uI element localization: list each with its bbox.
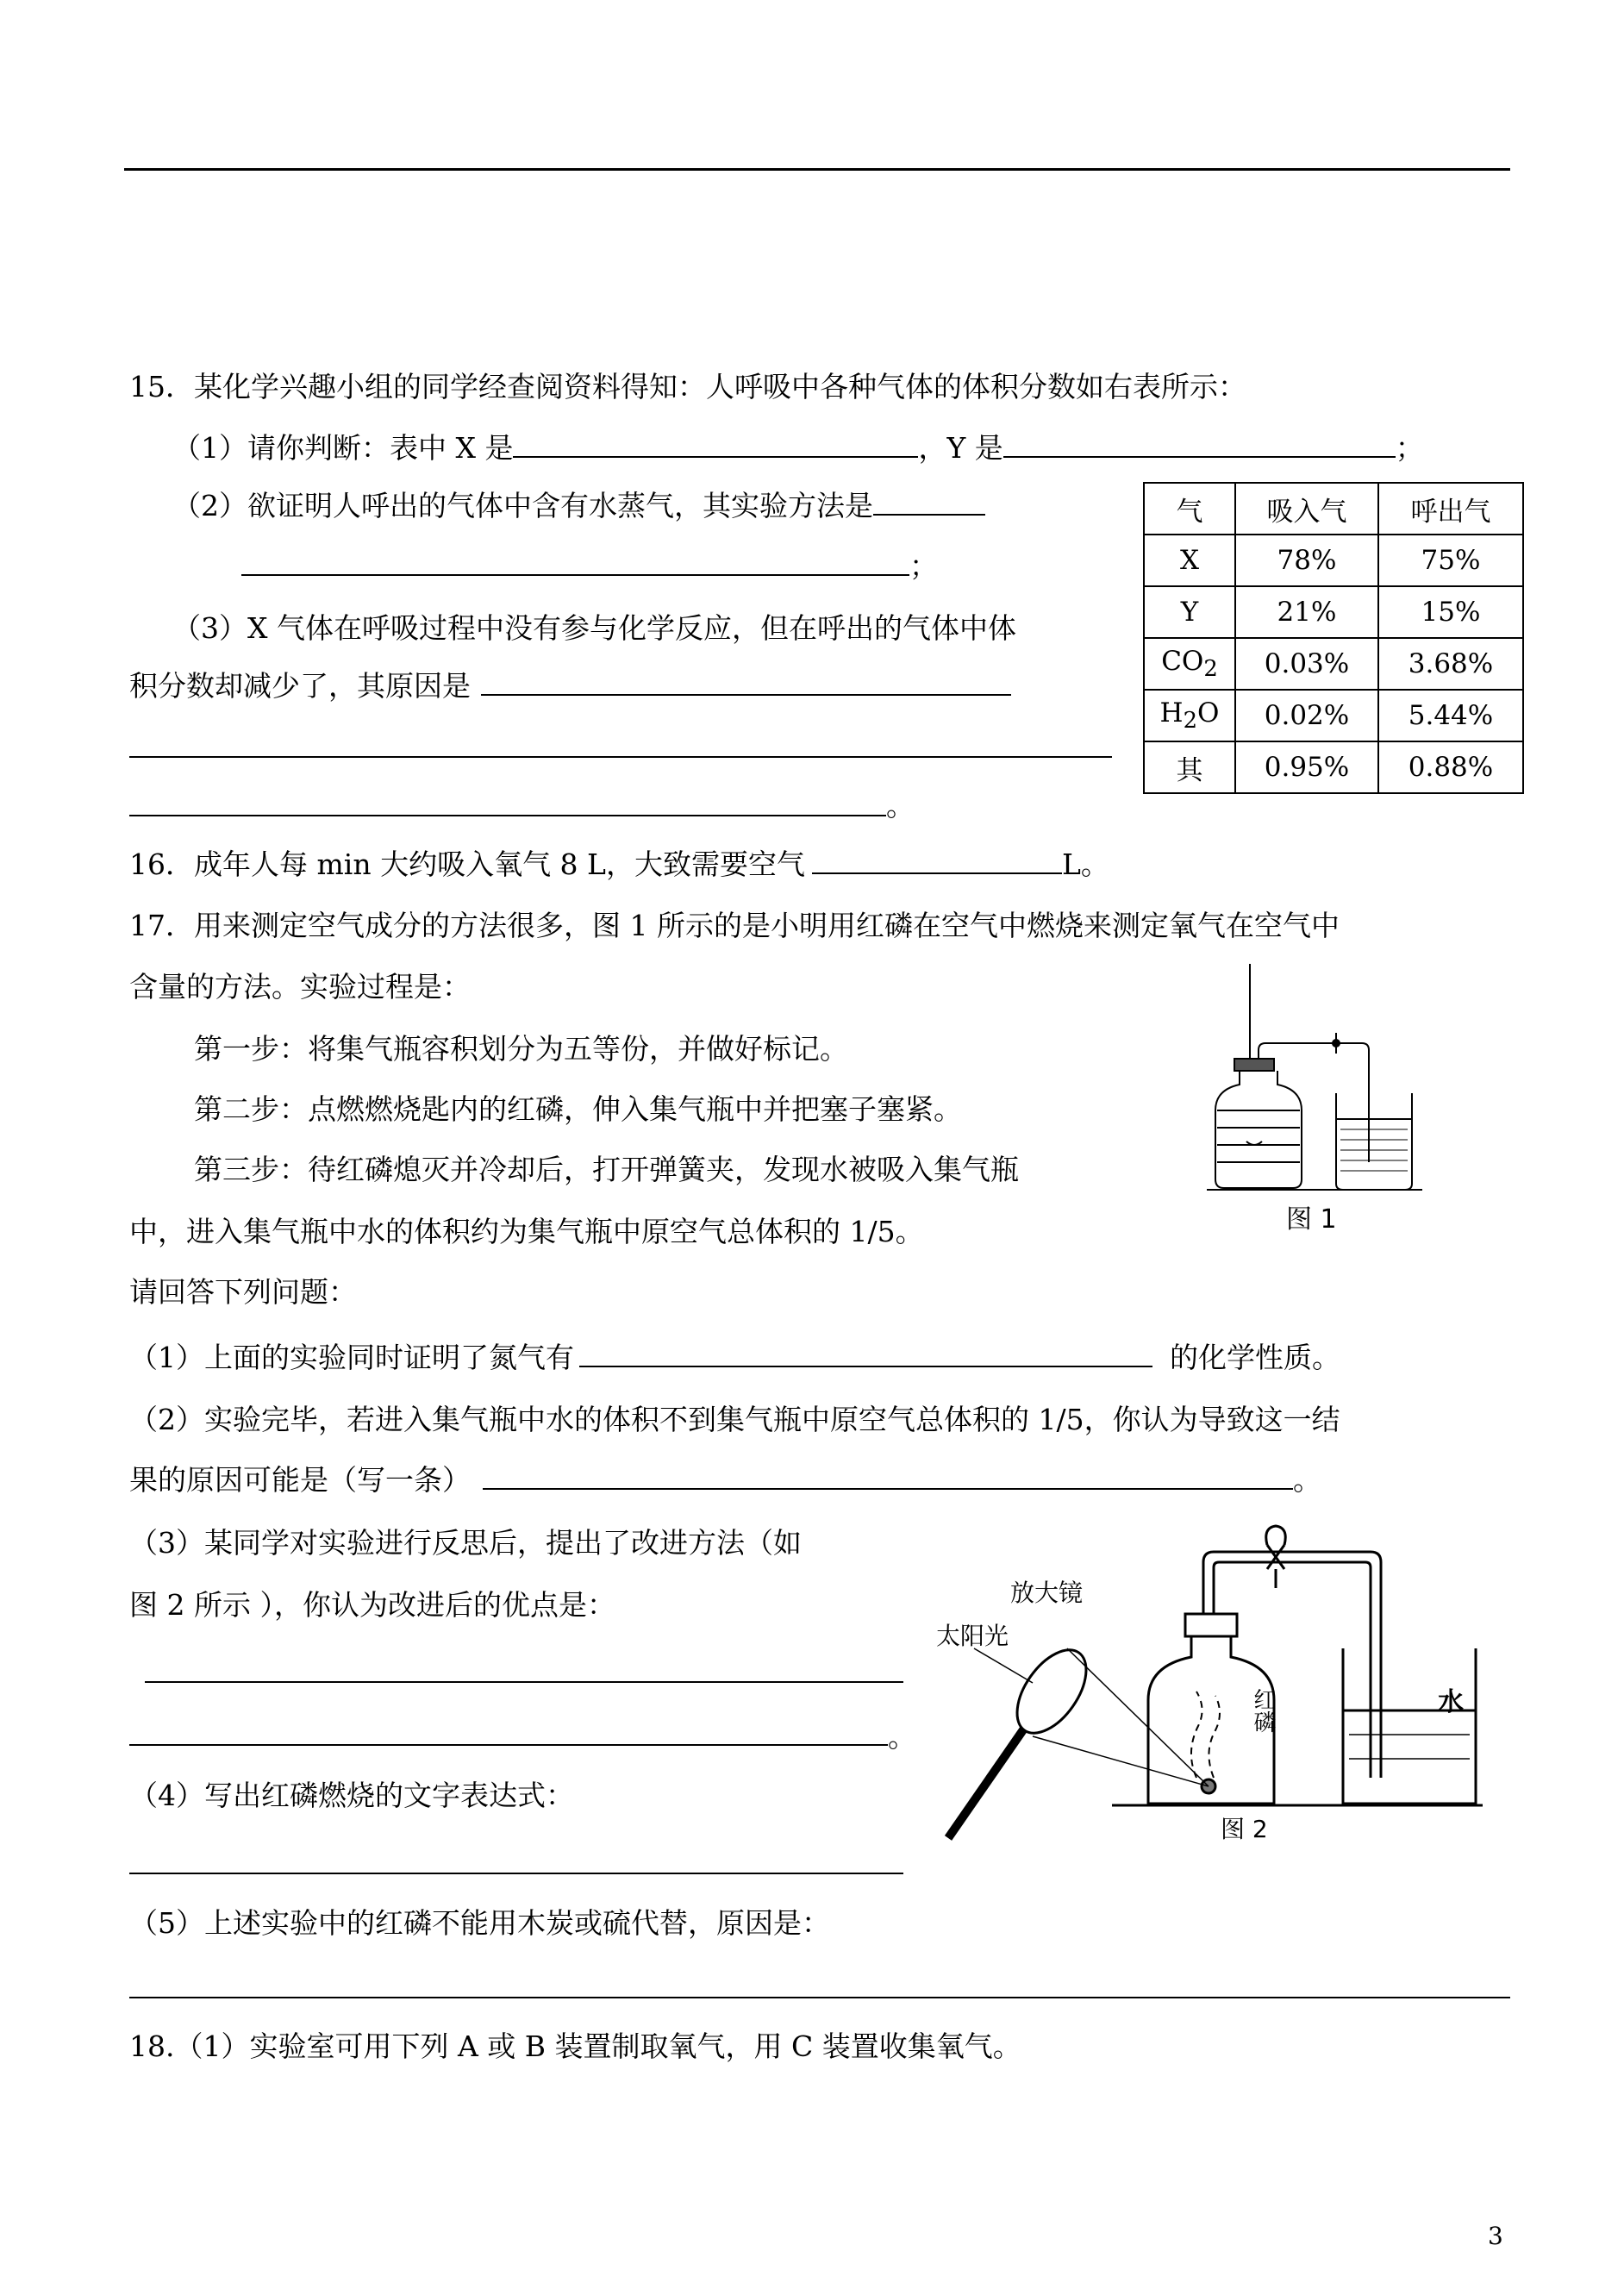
q17-sub1 (129, 1343, 1340, 1372)
q15-part1-b: ，Y 是 (918, 431, 1003, 465)
table-cell: 0.88% (1378, 741, 1523, 793)
table-cell: 0.02% (1235, 690, 1378, 741)
q15-part3-line2 (129, 669, 1011, 703)
answer-blank-q17-3b[interactable] (129, 1744, 888, 1746)
q15-part3-end: 。 (886, 789, 915, 822)
q17-ask: 请回答下列问题： (129, 1275, 357, 1309)
table-cell: 3.68% (1378, 638, 1523, 690)
page-number: 3 (1488, 2222, 1503, 2250)
answer-blank-q17-3a[interactable] (145, 1681, 903, 1683)
table-cell: 0.95% (1235, 741, 1378, 793)
figure-1-apparatus (1207, 964, 1431, 1223)
answer-blank-q15-3a[interactable] (481, 693, 1011, 696)
figure-1-caption: 图 1 (1286, 1204, 1337, 1235)
answer-blank-q15-3b[interactable] (129, 756, 1112, 758)
table-cell: 21% (1235, 586, 1378, 638)
gas-volume-table (1143, 482, 1524, 794)
q15-part3-line1: （3）X 气体在呼吸过程中没有参与化学反应，但在呼出的气体中体 (172, 611, 1016, 645)
answer-blank-q16[interactable] (812, 872, 1062, 874)
q15-part3-text: 积分数却减少了，其原因是 (129, 669, 471, 703)
figure-2-caption: 图 2 (1221, 1815, 1268, 1843)
table-cell: $H_2O$ (1144, 690, 1235, 741)
table-cell: 78% (1235, 535, 1378, 586)
q17-sub3-line2: 图 2 所示 ），你认为改进后的优点是： (129, 1588, 615, 1622)
table-cell: 5.44% (1378, 690, 1523, 741)
q17-line2: 含量的方法。实验过程是： (129, 970, 471, 1004)
answer-blank-q15-2a[interactable] (873, 513, 985, 516)
table-cell: X (1144, 535, 1235, 586)
q16-unit: L。 (1061, 847, 1109, 881)
answer-blank-q17-1[interactable] (579, 1365, 1152, 1367)
table-row (1144, 586, 1523, 638)
q17-step3-line2: 中，进入集气瓶中水的体积约为集气瓶中原空气总体积的 1/5。 (129, 1215, 924, 1248)
q15-part2-text: （2）欲证明人呼出的气体中含有水蒸气，其实验方法是 (172, 489, 873, 522)
q17-sub2-end: 。 (1293, 1463, 1321, 1497)
figure-2-label-magnifier: 放大镜 (1010, 1579, 1084, 1607)
table-row (1144, 638, 1523, 690)
table-cell: $CO_2$ (1144, 638, 1235, 690)
table-header-row (1144, 483, 1523, 535)
figure-1 (1207, 964, 1431, 1235)
q17-sub3-end: 。 (888, 1720, 916, 1754)
table-cell: 其 (1144, 741, 1235, 793)
q17-sub2-line1: （2）实验完毕，若进入集气瓶中水的体积不到集气瓶中原空气总体积的 1/5，你认为导致这一结 (129, 1403, 1340, 1436)
q17-sub1-end: 的化学性质。 (1170, 1341, 1340, 1374)
q16-text: 16．成年人每 min 大约吸入氧气 8 L，大致需要空气 (129, 847, 805, 881)
header-rule (124, 168, 1510, 171)
table-cell: Y (1144, 586, 1235, 638)
table-row (1144, 741, 1523, 793)
table-cell: 75% (1378, 535, 1523, 586)
section-rule (129, 1997, 1510, 1998)
table-cell: 0.03% (1235, 638, 1378, 690)
answer-blank-q17-4[interactable] (129, 1873, 903, 1874)
figure-2-label-phosphorus: 红磷 (1250, 1688, 1276, 1733)
figure-2-label-water: 水 (1438, 1687, 1464, 1717)
q17-sub5: （5）上述实验中的红磷不能用木炭或硫代替，原因是： (129, 1906, 830, 1940)
q15-part2 (172, 491, 985, 520)
q15-intro: 15．某化学兴趣小组的同学经查阅资料得知：人呼吸中各种气体的体积分数如右表所示： (129, 370, 1246, 403)
answer-blank-q17-2[interactable] (483, 1487, 1293, 1490)
answer-blank-q15-3c[interactable] (129, 815, 886, 816)
q17-sub3-line1: （3）某同学对实验进行反思后，提出了改进方法（如 (129, 1526, 802, 1560)
answer-blank-y[interactable] (1003, 455, 1396, 458)
q16 (129, 847, 1109, 881)
figure-2-label-sunlight: 太阳光 (936, 1622, 1009, 1650)
q18: 18.（1）实验室可用下列 A 或 B 装置制取氧气，用 C 装置收集氧气。 (129, 2029, 1021, 2063)
q17-step1: 第一步：将集气瓶容积划分为五等份，并做好标记。 (194, 1032, 848, 1066)
q15-part2-end: ； (909, 549, 938, 583)
table-cell: 15% (1378, 586, 1523, 638)
q15-part1 (172, 431, 1424, 465)
table-row (1144, 690, 1523, 741)
q17-step3-line1: 第三步：待红磷熄灭并冷却后，打开弹簧夹，发现水被吸入集气瓶 (194, 1153, 1019, 1186)
q17-sub4: （4）写出红磷燃烧的文字表达式： (129, 1779, 574, 1812)
answer-blank-x[interactable] (513, 455, 918, 458)
q15-part1-a: （1）请你判断：表中 X 是 (172, 431, 514, 465)
q15-part1-end: ； (1395, 431, 1424, 465)
q17-sub2-text: 果的原因可能是（写一条） (129, 1463, 471, 1497)
q15-part2-line2 (241, 549, 938, 583)
table-header-exhaled: 呼出气 (1378, 483, 1523, 535)
table-row (1144, 535, 1523, 586)
table-header-gas: 气 (1144, 483, 1235, 535)
q17-sub2-line2 (129, 1463, 1321, 1497)
table-header-inhaled: 吸入气 (1235, 483, 1378, 535)
figure-2 (922, 1519, 1483, 1847)
figure-2-apparatus (922, 1519, 1483, 1847)
q17-sub1-text: （1）上面的实验同时证明了氮气有 (129, 1341, 574, 1374)
q17-step2: 第二步：点燃燃烧匙内的红磷，伸入集气瓶中并把塞子塞紧。 (194, 1092, 962, 1126)
q17-line1: 17．用来测定空气成分的方法很多，图 1 所示的是小明用红磷在空气中燃烧来测定氧气在空气中 (129, 909, 1340, 942)
answer-blank-q15-2b[interactable] (241, 573, 909, 576)
